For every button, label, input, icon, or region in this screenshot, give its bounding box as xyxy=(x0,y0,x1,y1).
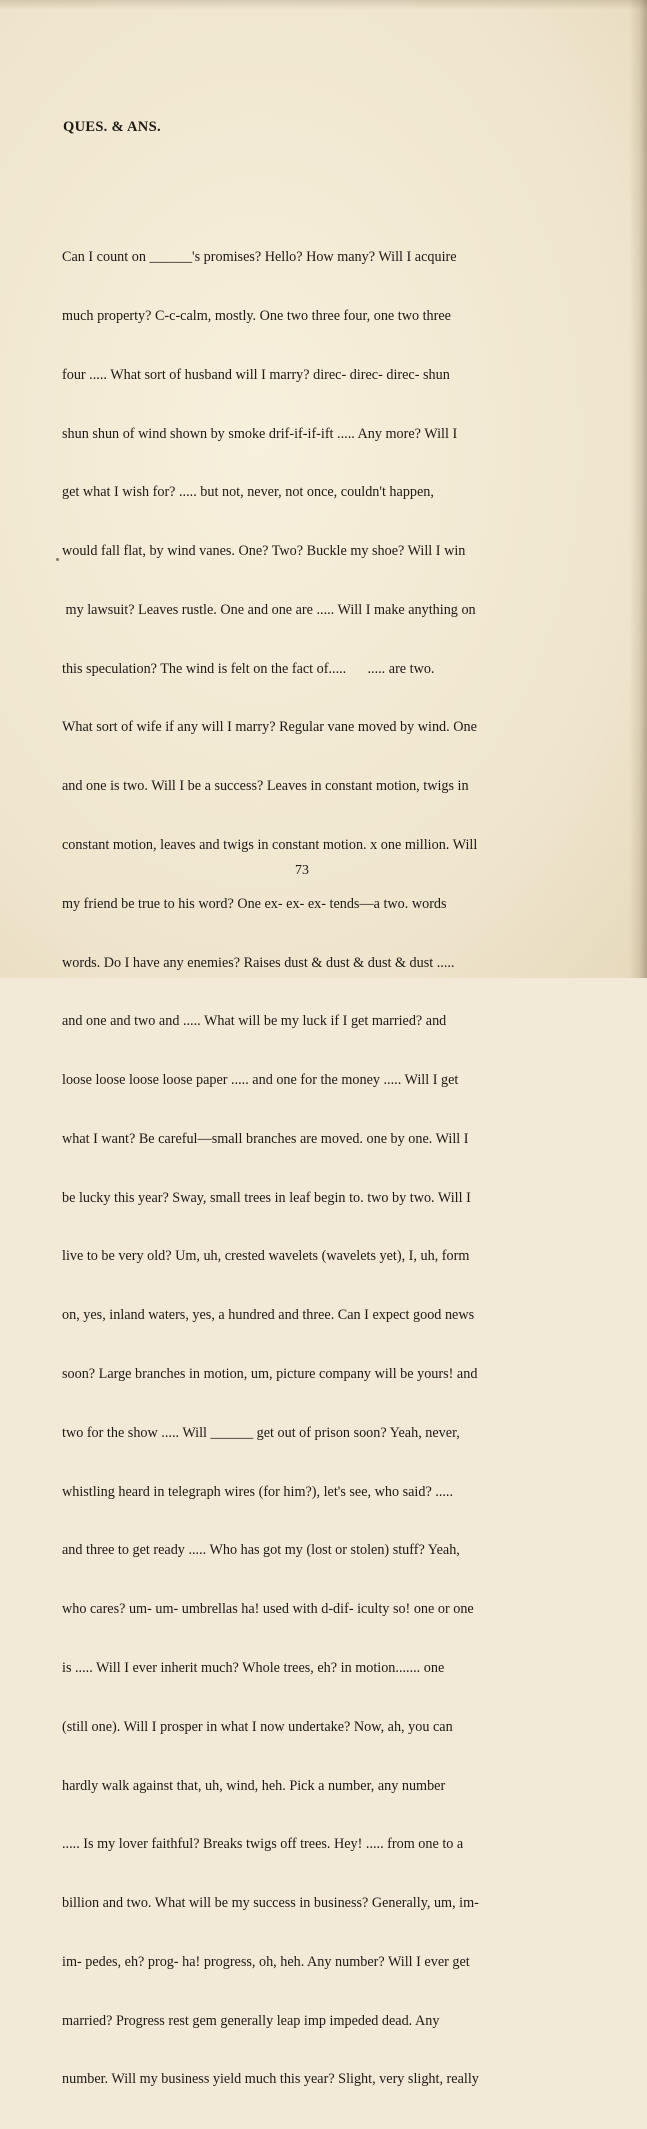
text-line: whistling heard in telegraph wires (for him?), let's see, who said? ..... xyxy=(62,1483,454,1500)
text-line: words. Do I have any enemies? Raises dust & dust & dust & dust ..... xyxy=(62,954,455,971)
text-line: soon? Large branches in motion, um, picture company will be yours! and xyxy=(62,1366,478,1383)
text-line: married? Progress rest gem generally leap imp impeded dead. Any xyxy=(62,2012,440,2029)
text-line: this speculation? The wind is felt on the fact of..... ..... are two. xyxy=(62,660,435,677)
text-line: my lawsuit? Leaves rustle. One and one are ..... Will I make anything on xyxy=(62,601,476,618)
text-line: Can I count on ______'s promises? Hello? How many? Will I acquire xyxy=(62,249,457,266)
text-line: constant motion, leaves and twigs in constant motion. x one million. Will xyxy=(62,837,478,853)
text-line: two for the show ..... Will ______ get out of prison soon? Yeah, never, xyxy=(62,1424,460,1441)
text-line: much property? C-c-calm, mostly. One two three four, one two three xyxy=(62,307,451,324)
text-line: four ..... What sort of husband will I marry? direc- direc- direc- shun xyxy=(62,366,450,383)
text-line: im- pedes, eh? prog- ha! progress, oh, heh. Any number? Will I ever get xyxy=(62,1953,470,1970)
text-line: hardly walk against that, uh, wind, heh. Pick a number, any number xyxy=(62,1777,446,1794)
text-line: my friend be true to his word? One ex- ex- ex- tends—a two. words xyxy=(62,895,447,912)
ink-speck xyxy=(56,558,59,561)
text-line: shun shun of wind shown by smoke drif-if-if-ift ..... Any more? Will I xyxy=(62,425,458,442)
top-shadow xyxy=(0,0,647,10)
text-line: what I want? Be careful—small branches are moved. one by one. Will I xyxy=(62,1130,469,1147)
body-text xyxy=(62,209,552,2129)
text-line: on, yes, inland waters, yes, a hundred and three. Can I expect good news xyxy=(62,1307,475,1324)
page-edge-shadow xyxy=(629,0,647,978)
text-line: ..... Is my lover faithful? Breaks twigs off trees. Hey! ..... from one to a xyxy=(62,1836,464,1853)
text-line: live to be very old? Um, uh, crested wavelets (wavelets yet), I, uh, form xyxy=(62,1248,470,1265)
page-heading: QUES. & ANS. xyxy=(63,119,161,135)
text-line: would fall flat, by wind vanes. One? Two? Buckle my shoe? Will I win xyxy=(62,543,466,560)
text-line: be lucky this year? Sway, small trees in leaf begin to. two by two. Will I xyxy=(62,1189,471,1206)
text-line: and one is two. Will I be a success? Leaves in constant motion, twigs in xyxy=(62,778,469,795)
text-line: number. Will my business yield much this year? Slight, very slight, really xyxy=(62,2071,479,2088)
text-line: who cares? um- um- umbrellas ha! used with d-dif- iculty so! one or one xyxy=(62,1601,474,1618)
text-line: and one and two and ..... What will be my luck if I get married? and xyxy=(62,1013,447,1030)
text-line: billion and two. What will be my success in business? Generally, um, im- xyxy=(62,1895,479,1912)
text-line: (still one). Will I prosper in what I now undertake? Now, ah, you can xyxy=(62,1718,453,1735)
text-line: is ..... Will I ever inherit much? Whole trees, eh? in motion....... one xyxy=(62,1659,445,1676)
text-line: What sort of wife if any will I marry? Regular vane moved by wind. One xyxy=(62,719,477,736)
text-line: and three to get ready ..... Who has got my (lost or stolen) stuff? Yeah, xyxy=(62,1542,460,1559)
text-line: loose loose loose loose paper ..... and one for the money ..... Will I get xyxy=(62,1072,459,1089)
text-line: get what I wish for? ..... but not, never, not once, couldn't happen, xyxy=(62,484,434,501)
page-number: 73 xyxy=(295,863,309,878)
